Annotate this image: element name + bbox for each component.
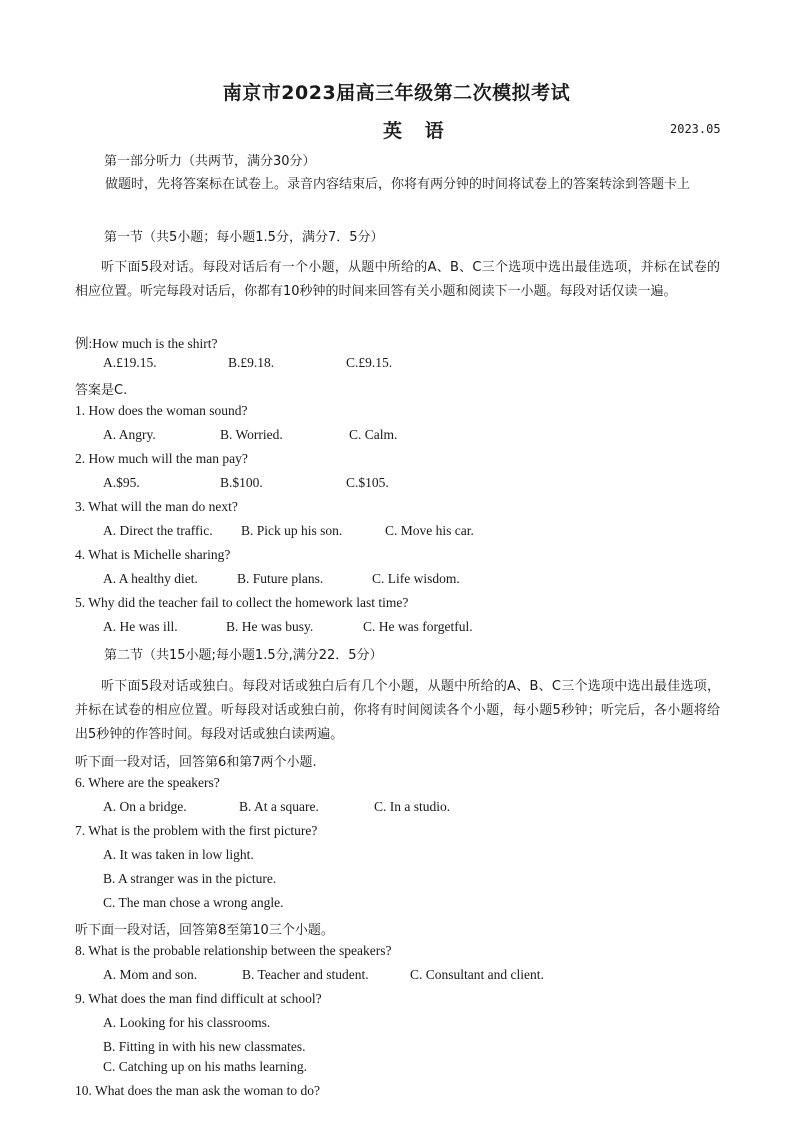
q9-option-b: B. Fitting in with his new classmates.: [103, 1039, 306, 1054]
section1-heading: 第一节（共5小题；每小题1.5分，满分7．5分）: [104, 230, 384, 245]
question-3: 3. What will the man do next?: [75, 499, 238, 514]
example-option-a: A.£19.15.: [103, 355, 157, 370]
question-8: 8. What is the probable relationship between the speakers?: [75, 943, 392, 958]
q1-option-c: C. Calm.: [349, 427, 398, 442]
q9-option-a: A. Looking for his classrooms.: [103, 1015, 271, 1030]
exam-title: 南京市2023届高三年级第二次模拟考试: [222, 82, 571, 104]
question-9: 9. What does the man find difficult at school?: [75, 991, 322, 1006]
question-10: 10. What does the man ask the woman to do?: [75, 1083, 320, 1098]
q5-option-a: A. He was ill.: [103, 619, 178, 634]
exam-date: 2023.05: [670, 122, 721, 136]
q7-option-c: C. The man chose a wrong angle.: [103, 895, 284, 910]
q6-option-b: B. At a square.: [239, 799, 319, 814]
q6-option-c: C. In a studio.: [374, 799, 451, 814]
q1-option-b: B. Worried.: [220, 427, 283, 442]
section2-heading: 第二节（共15小题;每小题1.5分,满分22．5分）: [104, 648, 383, 663]
example-option-b: B.£9.18.: [228, 355, 275, 370]
q7-option-b: B. A stranger was in the picture.: [103, 871, 277, 886]
q5-option-c: C. He was forgetful.: [363, 619, 473, 634]
example-question: 例:How much is the shirt?: [75, 336, 218, 351]
q2-option-a: A.$95.: [103, 475, 140, 490]
q7-option-a: A. It was taken in low light.: [103, 847, 254, 862]
q8-option-b: B. Teacher and student.: [242, 967, 369, 982]
q5-option-b: B. He was busy.: [226, 619, 314, 634]
q6-option-a: A. On a bridge.: [103, 799, 187, 814]
part1-heading: 第一部分听力（共两节，满分30分）: [104, 154, 316, 169]
group1-intro: 听下面一段对话，回答第6和第7两个小题.: [75, 755, 317, 770]
q9-option-c: C. Catching up on his maths learning.: [103, 1059, 307, 1074]
q4-option-b: B. Future plans.: [237, 571, 324, 586]
q3-option-c: C. Move his car.: [385, 523, 474, 538]
example-answer: 答案是C.: [75, 383, 128, 398]
q8-option-c: C. Consultant and client.: [410, 967, 544, 982]
section1-instructions: 听下面5段对话。每段对话后有一个小题，从题中所给的A、B、C三个选项中选出最佳选项，并标在试卷的相应位置。听完每段对话后，你都有10秒钟的时间来回答有关小题和阅读下一小题。每段对话仅读一遍。: [75, 260, 720, 299]
q3-option-a: A. Direct the traffic.: [103, 523, 213, 538]
group2-intro: 听下面一段对话，回答第8至第10三个小题。: [75, 923, 334, 938]
question-7: 7. What is the problem with the first picture?: [75, 823, 318, 838]
question-4: 4. What is Michelle sharing?: [75, 547, 231, 562]
part1-intro: 做题时，先将答案标在试卷上。录音内容结束后，你将有两分钟的时间将试卷上的答案转涂到答题卡上: [105, 177, 691, 192]
q3-option-b: B. Pick up his son.: [241, 523, 343, 538]
question-6: 6. Where are the speakers?: [75, 775, 220, 790]
q8-option-a: A. Mom and son.: [103, 967, 198, 982]
q2-option-b: B.$100.: [220, 475, 263, 490]
q1-option-a: A. Angry.: [103, 427, 156, 442]
question-5: 5. Why did the teacher fail to collect the homework last time?: [75, 595, 409, 610]
question-1: 1. How does the woman sound?: [75, 403, 248, 418]
section2-instructions: 听下面5段对话或独白。每段对话或独白后有几个小题，从题中所给的A、B、C三个选项中选出最佳选项，并标在试卷的相应位置。听每段对话或独白前，你将有时间阅读各个小题，每小题5秒钟；听完后，各小题将给出5秒钟的作答时间。每段对话或独白读两遍。: [75, 679, 720, 742]
q4-option-c: C. Life wisdom.: [372, 571, 460, 586]
subject-title: 英 语: [383, 120, 452, 142]
example-option-c: C.£9.15.: [346, 355, 393, 370]
q2-option-c: C.$105.: [346, 475, 389, 490]
question-2: 2. How much will the man pay?: [75, 451, 248, 466]
q4-option-a: A. A healthy diet.: [103, 571, 198, 586]
